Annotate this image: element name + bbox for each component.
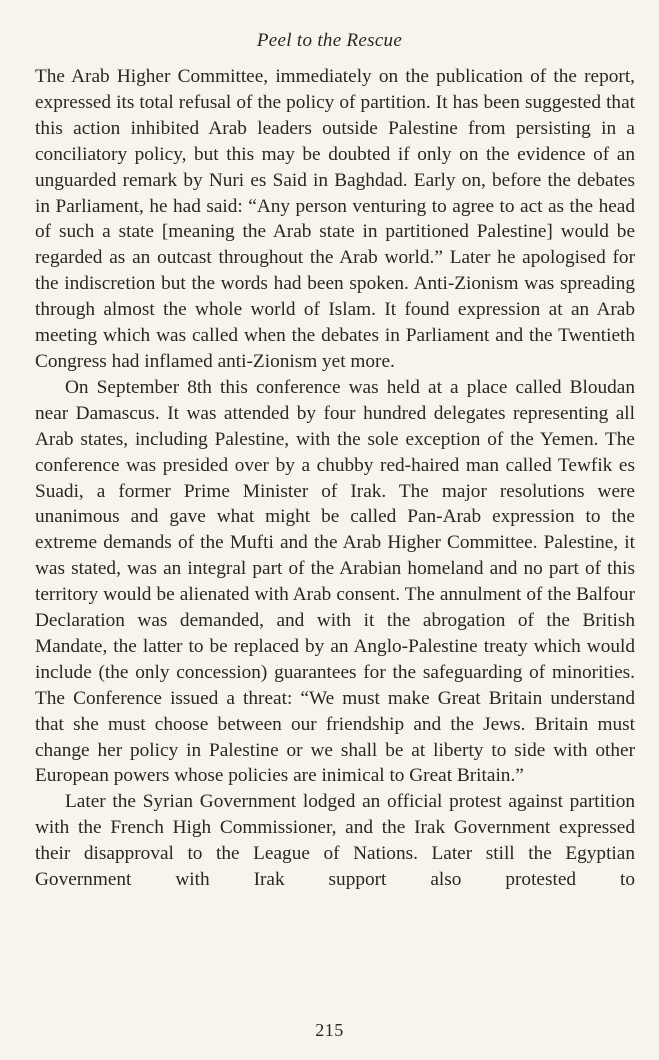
page-number: 215 <box>315 1020 344 1040</box>
paragraph-2: On September 8th this conference was held at a place called Bloudan near Damascus. It was attended by four hundred delegates representing all Arab states, including Palestine, with the sole exception of the Yemen. The conference was presided over by a chubby red-haired man called Tewfik es Suadi, a former Prime Minister of Irak. The major resolutions were unanimous and gave what might be called Pan-Arab expression to the extreme demands of the Mufti and the Arab Higher Committee. Palestine, it was stated, was an integral part of the Arabian homeland and no part of this territory would be alienated with Arab consent. The annulment of the Balfour Declaration was demanded, and with it the abrogation of the British Mandate, the latter to be replaced by an Anglo-Palestine treaty which would include (the only concession) guarantees for the safeguarding of minorities. The Conference issued a threat: “We must make Great Britain understand that she must choose between our friendship and the Jews. Britain must change her policy in Palestine or we shall be at liberty to side with other European powers whose policies are inimical to Great Britain.” <box>35 376 635 787</box>
paragraph-1: The Arab Higher Committee, immediately on the publication of the report, expressed its total refusal of the policy of partition. It has been suggested that this action inhibited Arab leaders outside Palestine from persisting in a conciliatory policy, but this may be doubted if only on the evidence of an unguarded remark by Nuri es Said in Baghdad. Early on, before the debates in Parliament, he had said: “Any person venturing to agree to act as the head of such a state [meaning the Arab state in partitioned Palestine] would be regarded as an outcast throughout the Arab world.” Later he apologised for the indiscretion but the words had been spoken. Anti-Zionism was spreading through almost the whole world of Islam. It found expression at an Arab meeting which was called when the debates in Parliament and the Twentieth Congress had inflamed anti-Zionism yet more. <box>35 66 635 372</box>
paragraph-3: Later the Syrian Government lodged an official protest against partition with the French High Commissioner, and the Irak Government expressed their disapproval to the League of Nations. Later still the Egyptian Government with Irak support also protested to <box>35 791 635 891</box>
body-text <box>35 64 635 893</box>
running-head: Peel to the Rescue <box>256 30 403 51</box>
